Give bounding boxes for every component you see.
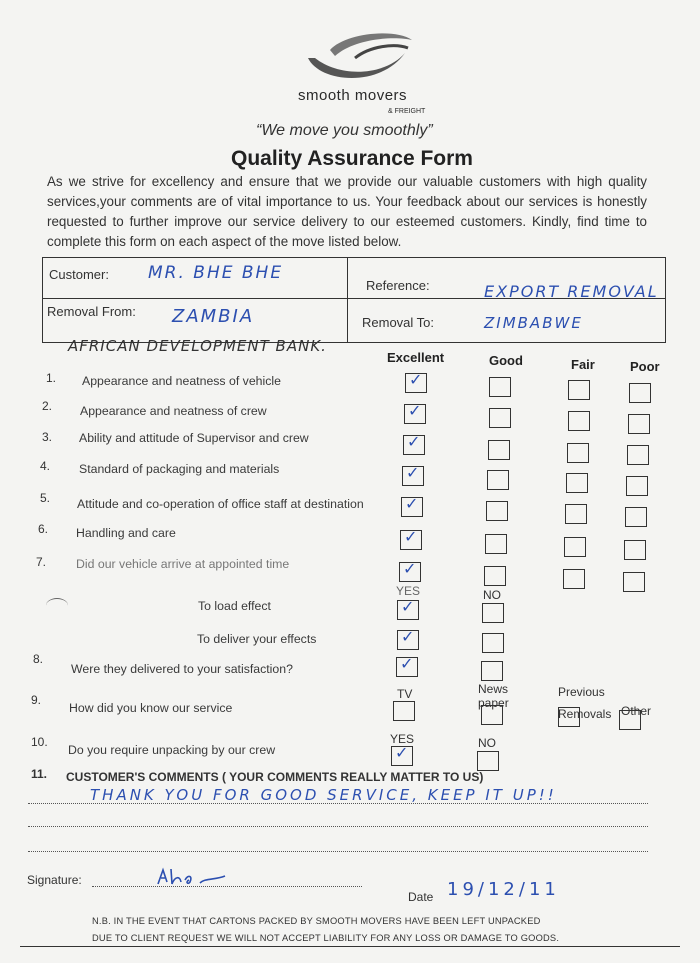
question-text: Standard of packaging and materials <box>79 462 280 476</box>
company-logo <box>300 28 420 90</box>
question-number: 1. <box>46 371 57 385</box>
option-previous-removals-label: Previous Removals <box>558 685 612 721</box>
unpacking-no-label: NO <box>478 736 496 750</box>
header-excellent: Excellent <box>387 350 445 365</box>
checkbox-fair[interactable] <box>566 473 588 493</box>
removal-from-value[interactable]: ZAMBIA <box>172 306 255 327</box>
option-tv-label: TV <box>397 687 413 701</box>
comment-line <box>28 851 648 852</box>
checkbox-poor[interactable] <box>624 540 646 560</box>
unpacking-yes-label: YES <box>390 732 415 746</box>
checkbox-poor[interactable] <box>629 383 651 403</box>
comments-heading: CUSTOMER'S COMMENTS ( YOUR COMMENTS REALLY MATTER TO US) <box>66 770 484 784</box>
check-mark-icon: ✓ <box>401 597 415 616</box>
question-text: Were they delivered to your satisfaction? <box>71 662 293 676</box>
checkbox-poor[interactable] <box>627 445 649 465</box>
checkbox-good[interactable] <box>487 470 509 490</box>
no-label: NO <box>483 588 501 602</box>
deliver-effects-no-checkbox[interactable] <box>482 633 504 653</box>
checkbox-poor[interactable] <box>625 507 647 527</box>
question-number: 3. <box>42 430 53 444</box>
question-number: 6. <box>38 522 49 536</box>
check-mark-icon: ✓ <box>408 401 422 420</box>
checkbox-good[interactable] <box>489 408 511 428</box>
checkbox-fair[interactable] <box>567 443 589 463</box>
checkbox-fair[interactable] <box>568 380 590 400</box>
removal-to-value[interactable]: ZIMBABWE <box>484 314 583 332</box>
removal-from-label: Removal From: <box>47 304 136 319</box>
question-text: Did our vehicle arrive at appointed time <box>76 557 290 571</box>
signature-image <box>155 866 235 888</box>
question-text: Handling and care <box>76 526 176 540</box>
checkbox-good[interactable] <box>489 377 511 397</box>
comment-line <box>28 826 648 827</box>
checkbox-fair[interactable] <box>563 569 585 589</box>
question-number: 2. <box>42 399 53 413</box>
check-mark-icon: ✓ <box>404 527 418 546</box>
customer-label: Customer: <box>49 267 109 282</box>
question-text: Appearance and neatness of crew <box>80 404 267 418</box>
option-previous-removals-checkbox[interactable] <box>558 707 580 727</box>
checkbox-good[interactable] <box>488 440 510 460</box>
load-effect-no-checkbox[interactable] <box>482 603 504 623</box>
checkbox-poor[interactable] <box>623 572 645 592</box>
comments-value[interactable]: THANK YOU FOR GOOD SERVICE, KEEP IT UP!! <box>90 786 557 804</box>
reference-label: Reference: <box>366 278 430 293</box>
question-number: 9. <box>31 693 42 707</box>
question-number: 11. <box>31 767 48 781</box>
question-text: Appearance and neatness of vehicle <box>82 374 281 388</box>
check-mark-icon: ✓ <box>403 559 417 578</box>
check-mark-icon: ✓ <box>405 494 419 513</box>
question-text: Ability and attitude of Supervisor and crew <box>79 431 309 445</box>
checkbox-fair[interactable] <box>565 504 587 524</box>
disclaimer-line-1: N.B. IN THE EVENT THAT CARTONS PACKED BY SMOOTH MOVERS HAVE BEEN LEFT UNPACKED <box>92 916 541 926</box>
freight-label: & FREIGHT <box>388 108 426 115</box>
option-other-checkbox[interactable] <box>619 710 641 730</box>
option-other-label: Other <box>621 704 652 718</box>
header-poor: Poor <box>630 359 660 374</box>
date-value[interactable]: 19/12/11 <box>447 879 560 900</box>
question-text: Attitude and co-operation of office staff at destination <box>77 497 364 511</box>
question-number: 7. <box>36 555 47 569</box>
question-number: 8. <box>33 652 44 666</box>
check-mark-icon: ✓ <box>395 743 409 762</box>
customer-value[interactable]: MR. BHE BHE <box>148 263 284 283</box>
checkbox-good[interactable] <box>485 534 507 554</box>
load-effect-label: To load effect <box>198 599 271 613</box>
option-newspaper-checkbox[interactable] <box>481 705 503 725</box>
signature-label: Signature: <box>27 873 82 887</box>
question-text: How did you know our service <box>69 701 233 715</box>
check-mark-icon: ✓ <box>400 654 414 673</box>
check-mark-icon: ✓ <box>401 627 415 646</box>
handwritten-note: AFRICAN DEVELOPMENT BANK. <box>68 337 327 355</box>
question-number: 10. <box>31 735 48 749</box>
intro-paragraph: As we strive for excellency and ensure that we provide our valuable customers with high quality services,your comments are of vital importance to us. Your feedback about our services is honestly requested to further improve our service delivery to our esteemed customers. Kindly, find time to complete this form on each aspect of the move listed below. <box>47 174 647 249</box>
disclaimer-line-2: DUE TO CLIENT REQUEST WE WILL NOT ACCEPT LIABILITY FOR ANY LOSS OR DAMAGE TO GOODS. <box>92 933 560 943</box>
reference-value[interactable]: EXPORT REMOVAL <box>484 282 659 301</box>
check-mark-icon: ✓ <box>409 370 423 389</box>
checkbox-fair[interactable] <box>568 411 590 431</box>
bottom-rule <box>20 946 680 947</box>
checkbox-good[interactable] <box>486 501 508 521</box>
option-newspaper-label: News paper <box>478 682 509 710</box>
comment-line <box>28 803 648 804</box>
form-title: Quality Assurance Form <box>231 147 473 170</box>
removal-to-label: Removal To: <box>362 315 435 330</box>
checkbox-poor[interactable] <box>628 414 650 434</box>
unpacking-no-checkbox[interactable] <box>477 751 499 771</box>
deliver-effects-label: To deliver your effects <box>197 632 317 646</box>
checkbox-fair[interactable] <box>564 537 586 557</box>
satisfaction-no-checkbox[interactable] <box>481 661 503 681</box>
checkbox-good[interactable] <box>484 566 506 586</box>
option-tv-checkbox[interactable] <box>393 701 415 721</box>
slogan: “We move you smoothly” <box>256 122 433 139</box>
question-number: 4. <box>40 459 51 473</box>
question-text: Do you require unpacking by our crew <box>68 743 276 757</box>
header-fair: Fair <box>571 357 595 372</box>
check-mark-icon: ✓ <box>407 432 421 451</box>
check-mark-icon: ✓ <box>406 463 420 482</box>
yes-label: YES <box>396 584 421 598</box>
scribble-mark <box>46 598 68 613</box>
question-number: 5. <box>40 491 51 505</box>
date-label: Date <box>408 890 434 904</box>
company-name: smooth movers <box>298 87 408 104</box>
header-good: Good <box>489 353 523 368</box>
checkbox-poor[interactable] <box>626 476 648 496</box>
